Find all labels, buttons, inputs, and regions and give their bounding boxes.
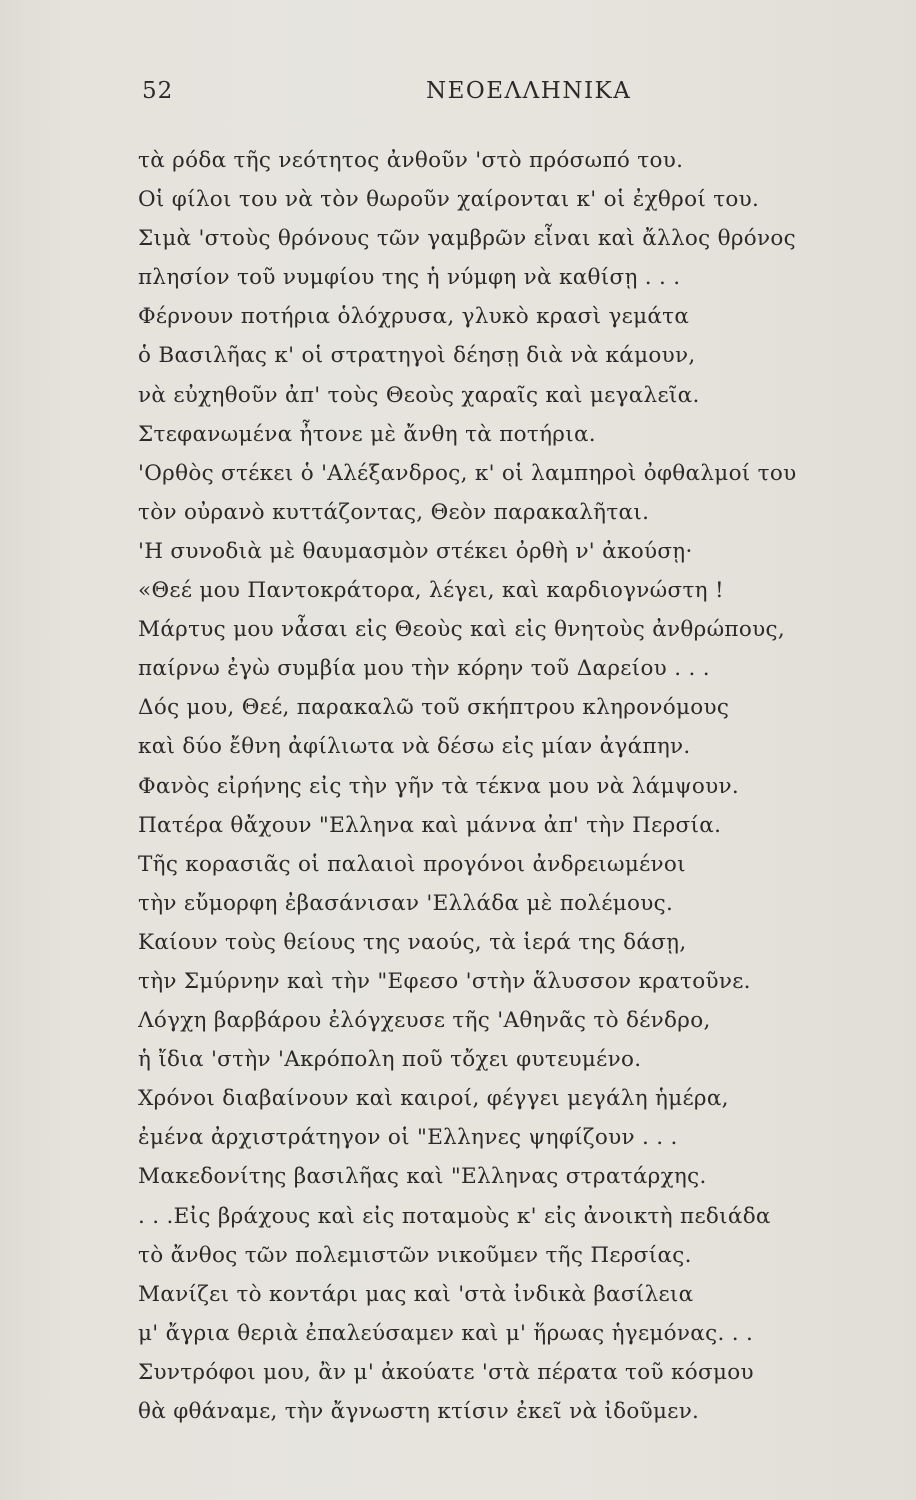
poem-line: Μάρτυς μου νἆσαι εἰς Θεοὺς καὶ εἰς θνητοὺς ἀνθρώπους, (138, 617, 785, 643)
poem-line: Συντρόφοι μου, ἂν μ' ἀκούατε 'στὰ πέρατα τοῦ κόσμου (138, 1359, 754, 1385)
poem-line: Σιμὰ 'στοὺς θρόνους τῶν γαμβρῶν εἶναι καὶ ἄλλος θρόνος (138, 226, 797, 252)
poem-line: καὶ δύο ἔθνη ἀφίλιωτα νὰ δέσω εἰς μίαν ἀγάπην. (138, 734, 691, 760)
poem-line: πλησίον τοῦ νυμφίου της ἡ νύμφη νὰ καθίσῃ . . . (138, 265, 681, 291)
poem-line: Τῆς κορασιᾶς οἱ παλαιοὶ προγόνοι ἀνδρειωμένοι (138, 851, 686, 877)
poem-line: Καίουν τοὺς θείους της ναούς, τὰ ἱερά της δάσῃ, (138, 929, 687, 955)
poem-line: παίρνω ἐγὼ συμβία μου τὴν κόρην τοῦ Δαρείου . . . (138, 656, 710, 682)
poem-line: Δός μου, Θεέ, παρακαλῶ τοῦ σκήπτρου κληρονόμους (138, 695, 730, 721)
page-header (0, 78, 916, 112)
poem-line: «Θεέ μου Παντοκράτορα, λέγει, καὶ καρδιογνώστη ! (138, 578, 724, 604)
poem-line: Μακεδονίτης βασιλῆας καὶ "Ελληνας στρατάρχης. (138, 1164, 707, 1190)
poem-line: 'Ορθὸς στέκει ὁ 'Αλέξανδρος, κ' οἱ λαμπηροὶ ὀφθαλμοί του (138, 460, 797, 486)
poem-line: Λόγχη βαρβάρου ἐλόγχευσε τῆς 'Αθηνᾶς τὸ δένδρο, (138, 1008, 711, 1034)
poem-line: . . .Εἰς βράχους καὶ εἰς ποταμοὺς κ' εἰς ἀνοικτὴ πεδιάδα (138, 1203, 771, 1229)
poem-line: Οἱ φίλοι του νὰ τὸν θωροῦν χαίρονται κ' οἱ ἐχθροί του. (138, 187, 760, 213)
poem-line: τὴν εὔμορφη ἐβασάνισαν 'Ελλάδα μὲ πολέμους. (138, 890, 674, 916)
page-number: 52 (142, 78, 174, 104)
poem-line: ὁ Βασιλῆας κ' οἱ στρατηγοὶ δέησῃ διὰ νὰ κάμουν, (138, 343, 696, 369)
poem-line: ἡ ἴδια 'στὴν 'Ακρόπολη ποῦ τὄχει φυτευμένο. (138, 1047, 642, 1073)
poem-line: θὰ φθάναμε, τὴν ἄγνωστη κτίσιν ἐκεῖ νὰ ἰδοῦμεν. (138, 1399, 700, 1424)
poem-line: Στεφανωμένα ἦτονε μὲ ἄνθη τὰ ποτήρια. (138, 421, 596, 447)
poem-line: Μανίζει τὸ κοντάρι μας καὶ 'στὰ ἰνδικὰ βασίλεια (138, 1281, 694, 1307)
poem-line: Φανὸς εἰρήνης εἰς τὴν γῆν τὰ τέκνα μου νὰ λάμψουν. (138, 773, 739, 799)
poem-line: τὴν Σμύρνην καὶ τὴν "Εφεσο 'στὴν ἅλυσσον κρατοῦνε. (138, 968, 751, 994)
poem-line: νὰ εὐχηθοῦν ἀπ' τοὺς Θεοὺς χαραῖς καὶ μεγαλεῖα. (138, 382, 700, 408)
poem-line: Χρόνοι διαβαίνουν καὶ καιροί, φέγγει μεγάλη ἡμέρα, (138, 1086, 729, 1112)
poem-line: τὰ ρόδα τῆς νεότητος ἀνθοῦν 'στὸ πρόσωπό του. (138, 148, 684, 173)
poem-line: τὸ ἄνθος τῶν πολεμιστῶν νικοῦμεν τῆς Περσίας. (138, 1242, 692, 1268)
poem-text (138, 141, 828, 1431)
poem-line: 'Η συνοδιὰ μὲ θαυμασμὸν στέκει ὀρθὴ ν' ἀκούσῃ· (138, 538, 693, 564)
poem-line: Φέρνουν ποτήρια ὁλόχρυσα, γλυκὸ κρασὶ γεμάτα (138, 304, 690, 330)
poem-line: τὸν οὐρανὸ κυττάζοντας, Θεὸν παρακαλῆται. (138, 499, 650, 525)
poem-line: Πατέρα θἄχουν "Ελληνα καὶ μάννα ἀπ' τὴν Περσία. (138, 812, 722, 838)
poem-line: μ' ἄγρια θεριὰ ἐπαλεύσαμεν καὶ μ' ἥρωας ἡγεμόνας. . . (138, 1320, 754, 1346)
poem-line: ἐμένα ἀρχιστράτηγον οἱ "Ελληνες ψηφίζουν . . . (138, 1125, 678, 1151)
running-title: ΝΕΟΕΛΛΗΝΙΚΑ (426, 78, 632, 104)
